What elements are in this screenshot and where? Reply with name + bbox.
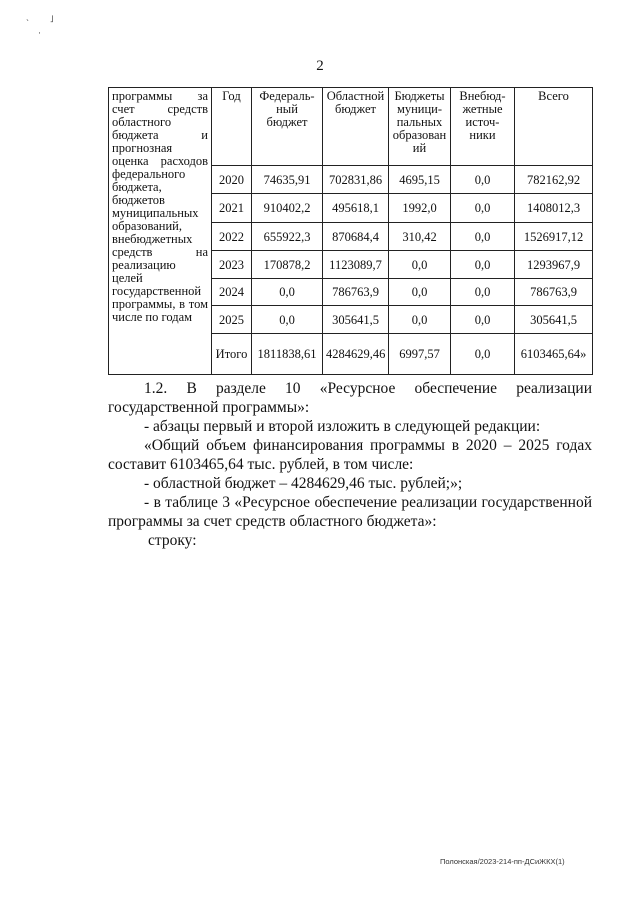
year-cell: 2020	[212, 166, 252, 194]
header-cell: Бюджеты муници-пальных образован ий	[389, 88, 451, 166]
scan-mark: ˴	[26, 14, 29, 24]
year-cell: 2024	[212, 279, 252, 306]
body-text	[108, 379, 592, 550]
header-cell: Всего	[515, 88, 593, 166]
header-cell: Федераль-ный бюджет	[252, 88, 323, 166]
table-header-row	[109, 88, 593, 166]
page-number: 2	[316, 58, 324, 74]
paragraph: - абзацы первый и второй изложить в следующей редакции:	[144, 418, 541, 435]
value-cell: 0,0	[252, 306, 323, 334]
value-cell: 0,0	[451, 194, 515, 223]
value-cell: 786763,9	[515, 279, 593, 306]
value-cell: 74635,91	[252, 166, 323, 194]
value-cell: 0,0	[451, 279, 515, 306]
value-cell: 170878,2	[252, 251, 323, 279]
value-cell: 495618,1	[323, 194, 389, 223]
document-footer-code: Полонская/2023-214-пп-ДСиЖКХ(1)	[440, 857, 565, 866]
value-cell: 1123089,7	[323, 251, 389, 279]
value-cell: 4695,15	[389, 166, 451, 194]
table-description-cell: программы за счет средств областного бюджета и прогнозная оценка расходов федерального бюджета, бюджетов муниципальных образований, внебюджетных средств на реализацию целей государственной программы, в том числе по годам	[109, 88, 212, 375]
value-cell: 0,0	[389, 251, 451, 279]
value-cell: 782162,92	[515, 166, 593, 194]
value-cell: 1526917,12	[515, 223, 593, 251]
value-cell: 1293967,9	[515, 251, 593, 279]
total-label-cell: Итого	[212, 334, 252, 375]
paragraph: - в таблице 3 «Ресурсное обеспечение реализации государственной программы за счет средств областного бюджета»:	[108, 494, 592, 530]
scan-mark: ·	[38, 28, 41, 38]
header-cell: Областной бюджет	[323, 88, 389, 166]
year-cell: 2021	[212, 194, 252, 223]
scan-mark: ˩	[50, 14, 54, 24]
value-cell: 910402,2	[252, 194, 323, 223]
header-cell: Год	[212, 88, 252, 166]
header-cell: Внебюд-жетные источ-ники	[451, 88, 515, 166]
value-cell: 870684,4	[323, 223, 389, 251]
paragraph: «Общий объем финансирования программы в 2020 – 2025 годах составит 6103465,64 тыс. рублей, в том числе:	[108, 437, 592, 473]
value-cell: 6103465,64»	[515, 334, 593, 375]
value-cell: 0,0	[451, 334, 515, 375]
value-cell: 305641,5	[515, 306, 593, 334]
value-cell: 702831,86	[323, 166, 389, 194]
value-cell: 1408012,3	[515, 194, 593, 223]
value-cell: 0,0	[451, 223, 515, 251]
paragraph: строку:	[148, 532, 197, 549]
value-cell: 1992,0	[389, 194, 451, 223]
value-cell: 0,0	[389, 306, 451, 334]
value-cell: 305641,5	[323, 306, 389, 334]
value-cell: 4284629,46	[323, 334, 389, 375]
value-cell: 0,0	[451, 166, 515, 194]
value-cell: 1811838,61	[252, 334, 323, 375]
value-cell: 6997,57	[389, 334, 451, 375]
value-cell: 655922,3	[252, 223, 323, 251]
paragraph-section-heading: 1.2. В разделе 10 «Ресурсное обеспечение реализации государственной программы»:	[108, 380, 592, 416]
year-cell: 2025	[212, 306, 252, 334]
value-cell: 310,42	[389, 223, 451, 251]
value-cell: 0,0	[451, 306, 515, 334]
year-cell: 2023	[212, 251, 252, 279]
paragraph: - областной бюджет – 4284629,46 тыс. рублей;»;	[144, 475, 463, 492]
value-cell: 0,0	[389, 279, 451, 306]
value-cell: 786763,9	[323, 279, 389, 306]
financing-table	[108, 87, 593, 375]
value-cell: 0,0	[252, 279, 323, 306]
value-cell: 0,0	[451, 251, 515, 279]
year-cell: 2022	[212, 223, 252, 251]
